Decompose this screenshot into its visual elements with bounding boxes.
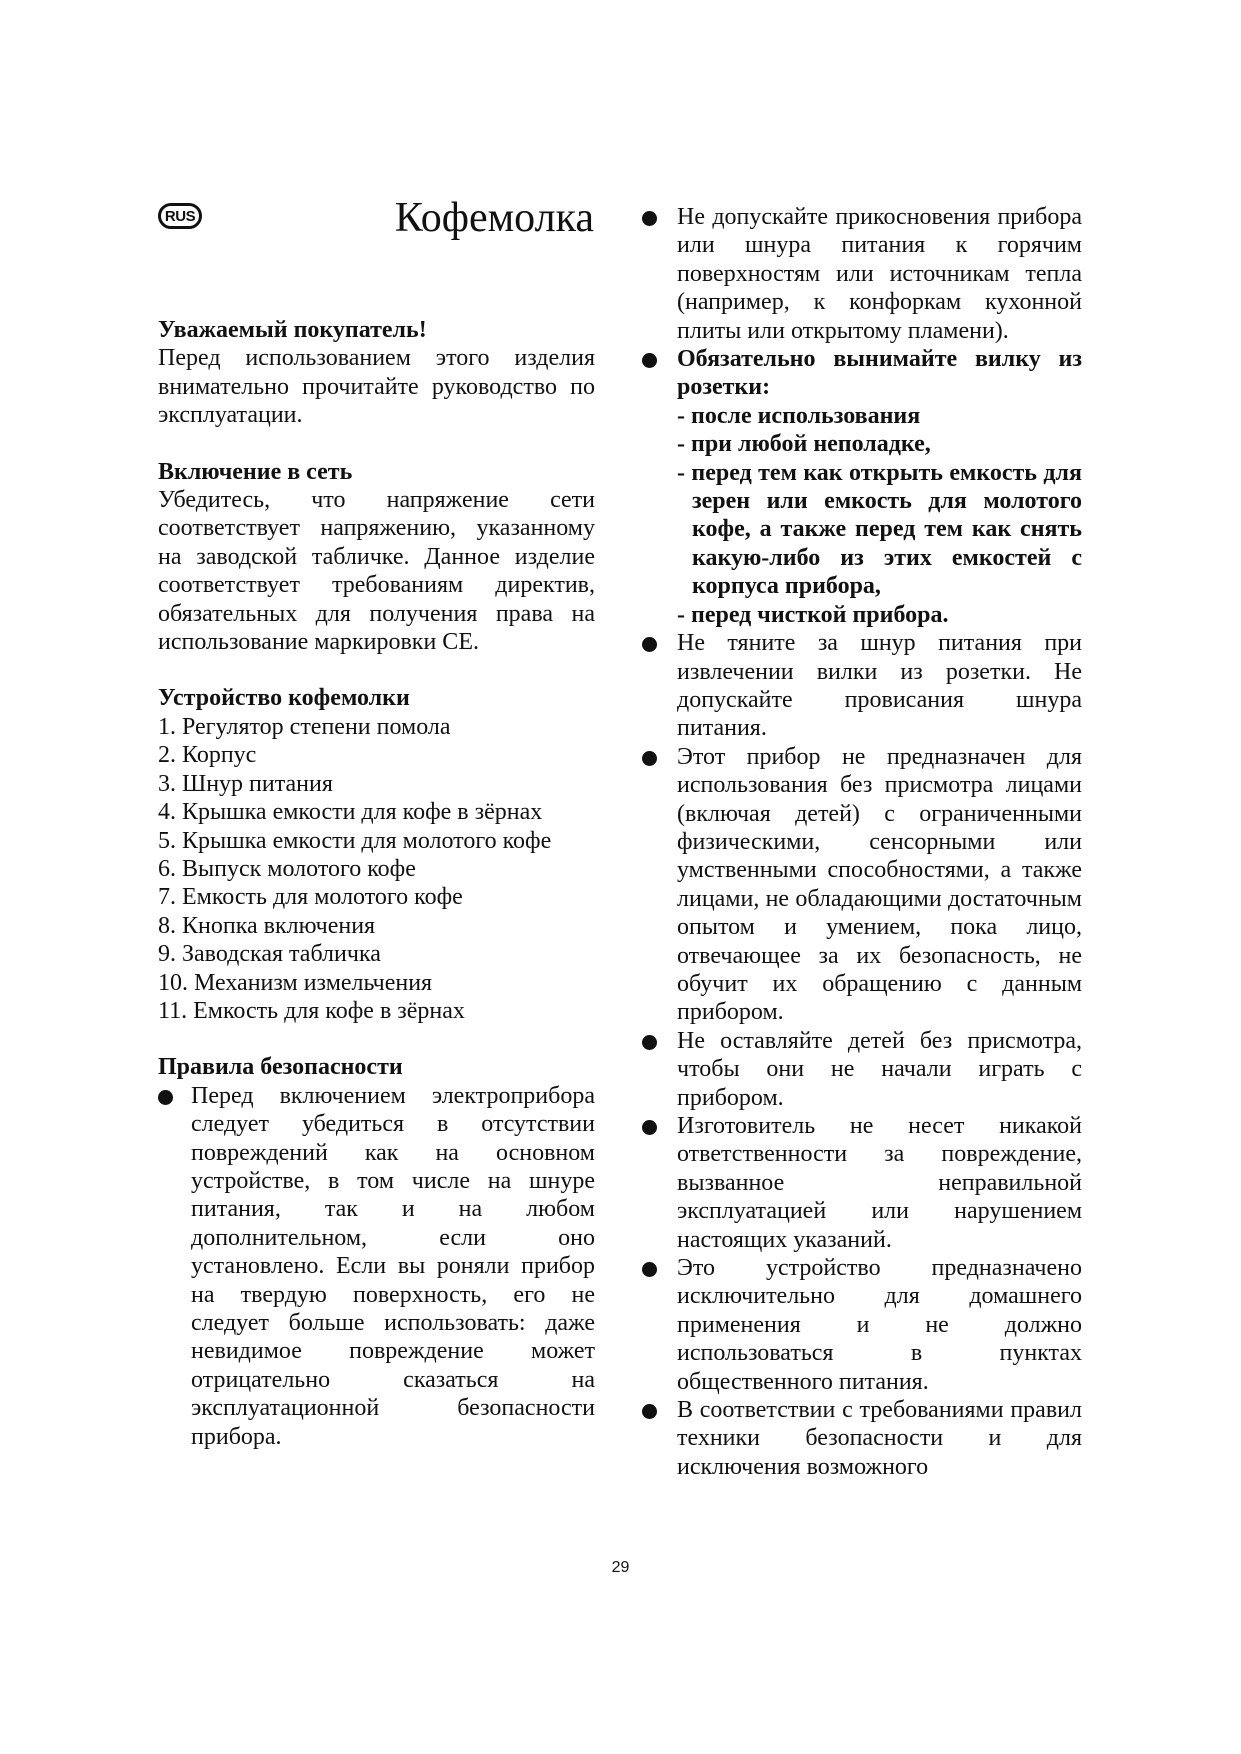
safety-item-text: Изготовитель не несет никакой ответственности за повреждение, вызванное неправильной эксплуатацией или нарушением настоящих указаний. [677, 1113, 1082, 1253]
safety-item [642, 1112, 1082, 1254]
safety-item-text: Не допускайте прикосновения прибора или шнура питания к горячим поверхностям или источникам тепла (например, к конфоркам кухонной плиты или открытому пламени). [677, 204, 1082, 344]
left-column [158, 316, 595, 1451]
language-badge: RUS [158, 203, 202, 229]
list-item: 10. Механизм измельчения [158, 969, 433, 996]
list-item: 7. Емкость для молотого кофе [158, 884, 463, 911]
safety-item-text: Не тяните за шнур питания при извлечении вилки из розетки. Не допускайте провисания шнура питания. [677, 630, 1082, 742]
intro-heading: Уважаемый покупатель! [158, 317, 427, 343]
list-item: 8. Кнопка включения [158, 912, 376, 939]
list-item: 4. Крышка емкости для кофе в зёрнах [158, 799, 543, 826]
safety-item-text: Этот прибор не предназначен для использования без присмотра лицами (включая детей) с ограниченными физическими, сенсорными или умственными способностями, а также лицами, не обладающими достаточным опытом и умением, пока лицо, отвечающее за их безопасность, не обучит их обращению с данным прибором. [677, 743, 1082, 1026]
list-item: - перед тем как открыть емкость для зерен или емкость для молотого кофе, а также перед тем как снять какую-либо из этих емкостей с корпуса прибора, [677, 459, 1082, 600]
list-item: - после использования [677, 402, 921, 429]
safety-item-text: В соответствии с требованиями правил техники безопасности и для исключения возможного [677, 1397, 1082, 1480]
bullet-icon [642, 637, 657, 652]
bullet-icon [642, 353, 657, 368]
list-item: 9. Заводская табличка [158, 941, 381, 968]
bullet-icon [642, 751, 657, 766]
safety-item-text: Не оставляйте детей без присмотра, чтобы они не начали играть с прибором. [677, 1027, 1082, 1111]
bullet-icon [642, 1262, 657, 1277]
power-heading: Включение в сеть [158, 458, 353, 485]
safety-item-text: Это устройство предназначено исключительно для домашнего применения и не должно использоваться в пунктах общественного питания. [677, 1255, 1082, 1395]
list-item: 11. Емкость для кофе в зёрнах [158, 997, 465, 1024]
device-heading: Устройство кофемолки [158, 685, 410, 712]
safety-item [642, 1254, 1082, 1396]
safety-item-unplug [642, 345, 1082, 629]
safety-item [642, 1027, 1082, 1112]
safety-item [642, 629, 1082, 743]
unplug-lead: Обязательно вынимайте вилку из розетки: [677, 346, 1082, 401]
list-item: 2. Корпус [158, 742, 257, 769]
list-item: - при любой неполадке, [677, 431, 931, 458]
safety-item [642, 743, 1082, 1027]
bullet-icon [158, 1090, 173, 1105]
safety-item [158, 1082, 595, 1451]
safety-item [642, 1396, 1082, 1481]
safety-heading: Правила безопасности [158, 1054, 403, 1081]
list-item: 6. Выпуск молотого кофе [158, 855, 416, 882]
list-item: 5. Крышка емкости для молотого кофе [158, 827, 552, 854]
intro-text: Перед использованием этого изделия внимательно прочитайте руководство по эксплуатации. [158, 345, 595, 429]
list-item: 3. Шнур питания [158, 770, 333, 797]
power-text: Убедитесь, что напряжение сети соответствует напряжению, указанному на заводской табличке. Данное изделие соответствует требованиям директив, обязательных для получения права на использование маркировки CE. [158, 487, 595, 656]
safety-item-text: Перед включением электроприбора следует убедиться в отсутствии повреждений как на основном устройстве, в том числе на шнуре питания, так и на любом дополнительном, если оно установлено. Если вы роняли прибор на твердую поверхность, его не следует больше использовать: даже невидимое повреждение может отрицательно сказаться на эксплуатационной безопасности прибора. [191, 1082, 595, 1450]
safety-item [642, 203, 1082, 345]
page-title: Кофемолка [394, 195, 594, 241]
right-column [642, 203, 1082, 1481]
bullet-icon [642, 1404, 657, 1419]
device-parts-list [158, 713, 595, 1025]
unplug-cases-list [677, 402, 1082, 629]
safety-list-left [158, 1082, 595, 1451]
bullet-icon [642, 1035, 657, 1050]
bullet-icon [642, 1120, 657, 1135]
list-item: 1. Регулятор степени помола [158, 713, 451, 740]
list-item: - перед чисткой прибора. [677, 601, 949, 628]
bullet-icon [642, 211, 657, 226]
safety-list-right [642, 203, 1082, 1481]
page-number: 29 [611, 1559, 630, 1576]
